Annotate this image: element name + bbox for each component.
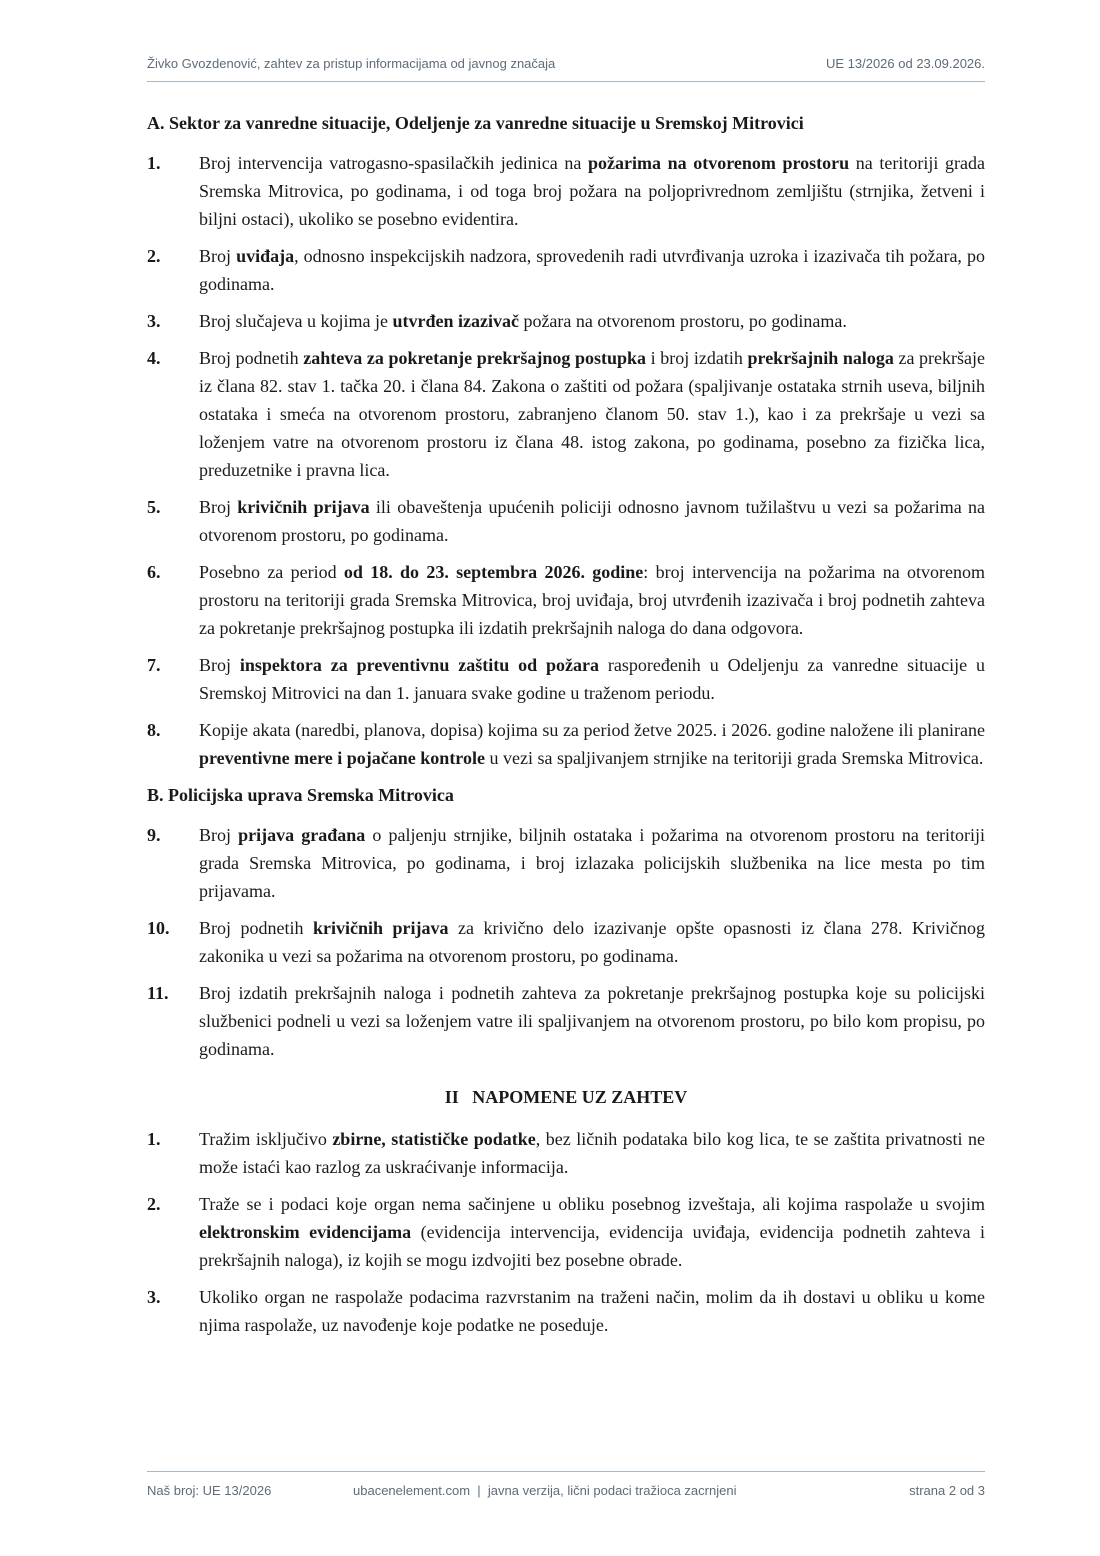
notes-title-text: II NAPOMENE UZ ZAHTEV [444,1087,688,1107]
item-number: 9. [147,825,161,845]
text-run: Broj podnetih [199,918,314,938]
footer-site-note: ubacenelement.com | javna verzija, lični podaci tražioca zacrnjeni [353,1483,737,1498]
list-item [147,716,985,772]
item-text [199,716,985,772]
bold-text-run: preventivne mere i pojačane kontrole [199,748,485,768]
text-run: (evidencija intervencija, evidencija uviđaja, evidencija podnetih zahteva i prekršajnih naloga), iz kojih se mogu izdvojiti bez posebne obrade. [199,1222,986,1270]
item-number: 7. [147,655,161,675]
text-run: Broj slučajeva u kojima je [199,311,393,331]
text-run: , odnosno inspekcijskih nadzora, sprovedenih radi utvrđivanja uzroka i izazivača tih požara, po godinama. [199,246,985,294]
bold-text-run: od 18. do 23. septembra 2026. godine [343,562,644,582]
list-item [147,344,985,484]
item-text [199,651,985,707]
text-run: u vezi sa spaljivanjem strnjike na teritoriji grada Sremska Mitrovica. [484,748,984,768]
item-number: 8. [147,720,161,740]
footer-reference-number: Naš broj: UE 13/2026 [147,1483,272,1498]
item-text [199,979,985,1063]
item-text [199,307,985,335]
item-text [199,242,985,298]
text-run: , bez ličnih podataka bilo kog lica, te se zaštita privatnosti ne može istaći kao razlog za uskraćivanje informacija. [199,1129,985,1177]
bold-text-run: zahteva za pokretanje prekršajnog postupka [303,348,647,368]
bold-text-run: krivičnih prijava [313,918,449,938]
list-item [147,1283,985,1339]
list-item [147,651,985,707]
list-item [147,493,985,549]
text-run: Posebno za period [199,562,344,582]
item-number: 6. [147,562,161,582]
text-run: Ukoliko organ ne raspolaže podacima razvrstanim na traženi način, molim da ih dostavi u obliku u kome njima raspolaže, uz navođenje koje podatke ne poseduje. [199,1287,985,1335]
section-list [147,149,985,772]
text-run: o paljenju strnjike, biljnih ostataka i požarima na otvorenom prostoru na teritoriji grada Sremska Mitrovica, po godinama, i broj izlazaka policijskih službenika na lice mesta po tim prijavama. [199,825,985,901]
text-run: Broj [199,825,239,845]
text-run: Broj podnetih [199,348,304,368]
list-item [147,149,985,233]
item-text [199,558,985,642]
item-number: 10. [147,918,170,938]
text-run: raspoređenih u Odeljenju za vanredne situacije u Sremskoj Mitrovici na dan 1. januara svake godine u traženom periodu. [199,655,985,703]
item-text [199,1283,985,1339]
text-run: : broj intervencija na požarima na otvorenom prostoru na teritoriji grada Sremska Mitrovica, broj uviđaja, broj utvrđenih izazivača i broj podnetih zahteva za pokretanje prekršajnog postupka ili izdatih prekršajnih naloga do dana odgovora. [199,562,986,638]
item-text [199,1125,985,1181]
item-number: 4. [147,348,161,368]
list-item [147,914,985,970]
item-text [199,344,985,484]
document-body [147,109,985,1348]
item-number: 1. [147,1129,161,1149]
bold-text-run: krivičnih prijava [237,497,370,517]
bold-text-run: elektronskim evidencijama [199,1222,412,1242]
item-text [199,914,985,970]
item-number: 11. [147,983,169,1003]
header-left-text: Živko Gvozdenović, zahtev za pristup informacijama od javnog značaja [147,56,556,71]
bold-text-run: inspektora za preventivnu zaštitu od požara [239,655,599,675]
list-item [147,1190,985,1274]
text-run: Broj [199,497,238,517]
item-text [199,149,985,233]
bold-text-run: prijava građana [238,825,366,845]
item-text [199,1190,985,1274]
bold-text-run: utvrđen izazivač [392,311,519,331]
text-run: Broj [199,246,237,266]
bold-text-run: požarima na otvorenom prostoru [587,153,850,173]
notes-title [147,1083,985,1111]
bold-text-run: prekršajnih naloga [747,348,894,368]
item-number: 5. [147,497,161,517]
list-item [147,242,985,298]
section-title: A. Sektor za vanredne situacije, Odeljenje za vanredne situacije u Sremskoj Mitrovici [147,113,804,133]
item-text [199,493,985,549]
item-number: 1. [147,153,161,173]
text-run: Kopije akata (naredbi, planova, dopisa) kojima su za period žetve 2025. i 2026. godine naložene ili planirane [199,720,985,740]
section-list [147,821,985,1063]
page-header [147,54,985,82]
text-run: Broj [199,655,240,675]
text-run: i broj izdatih [646,348,748,368]
item-number: 3. [147,1287,161,1307]
header-right-text: UE 13/2026 od 23.09.2026. [825,56,985,71]
item-number: 3. [147,311,161,331]
text-run: ili obaveštenja upućenih policiji odnosno javnom tužilaštvu u vezi sa požarima na otvorenom prostoru, po godinama. [199,497,985,545]
bold-text-run: zbirne, statističke podatke [332,1129,536,1149]
list-item [147,1125,985,1181]
text-run: za prekršaje iz člana 82. stav 1. tačka 20. i člana 84. Zakona o zaštiti od požara (spaljivanje ostataka strnih useva, biljnih ostataka i smeća na otvorenom prostoru, zabranjeno članom 50. stav 1.), kao i za prekršaje u vezi sa loženjem vatre na otvorenom prostoru iz člana 48. istog zakona, po godinama, posebno za fizička lica, preduzetnike i pravna lica. [199,348,986,480]
bold-text-run: uviđaja [236,246,295,266]
list-item [147,821,985,905]
item-text [199,821,985,905]
text-run: za krivično delo izazivanje opšte opasnosti iz člana 278. Krivičnog zakonika u vezi sa požarima na otvorenom prostoru, po godinama. [199,918,985,966]
list-item [147,979,985,1063]
list-item [147,307,985,335]
notes-list [147,1125,985,1339]
page-footer [147,1471,985,1502]
item-number: 2. [147,1194,161,1214]
text-run: Broj izdatih prekršajnih naloga i podnetih zahteva za pokretanje prekršajnog postupka koje su policijski službenici podneli u vezi sa loženjem vatre ili spaljivanjem na otvorenom prostoru, po bilo kom propisu, po godinama. [199,983,985,1059]
text-run: Tražim isključivo [199,1129,333,1149]
text-run: požara na otvorenom prostoru, po godinama. [518,311,847,331]
list-item [147,558,985,642]
text-run: Broj intervencija vatrogasno-spasilačkih jedinica na [199,153,588,173]
text-run: Traže se i podaci koje organ nema sačinjene u obliku posebnog izveštaja, ali kojima raspolaže u svojim [199,1194,985,1214]
text-run: na teritoriji grada Sremska Mitrovica, po godinama, i od toga broj požara na poljoprivrednom zemljištu (strnjika, žetveni i biljni ostaci), ukoliko se posebno evidentira. [199,153,985,229]
section-title: B. Policijska uprava Sremska Mitrovica [147,785,454,805]
footer-page-number: strana 2 od 3 [909,1483,985,1498]
item-number: 2. [147,246,161,266]
